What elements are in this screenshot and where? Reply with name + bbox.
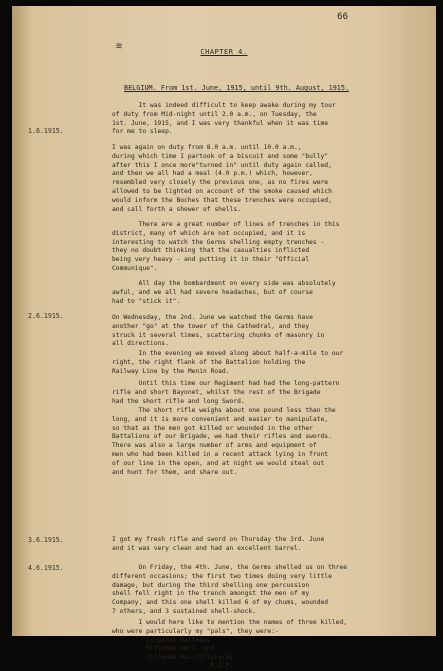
text-line: Rifleman Kerl, and bbox=[112, 645, 215, 653]
text-line: Communique". bbox=[112, 264, 158, 272]
text-line: shell fell right in the trench amongst the men of my bbox=[112, 590, 310, 598]
paragraph bbox=[112, 662, 233, 671]
text-line: damage, but during the third shelling one percussion bbox=[112, 581, 310, 589]
section-heading: BELGIUM. From 1st. June, 1915, until 9th. August, 1915. bbox=[124, 84, 350, 92]
margin-date: 3.6.1915. bbox=[28, 536, 64, 544]
text-line: after this I once more"turned in" until duty again called, bbox=[112, 161, 332, 169]
paragraph bbox=[112, 564, 347, 617]
text-line: had to "stick it". bbox=[112, 297, 181, 305]
paragraph bbox=[112, 536, 324, 554]
body-text bbox=[112, 102, 418, 669]
text-line: I would here like to mention the names of three killed, bbox=[112, 619, 348, 626]
text-line: Battalions of our Brigade, we had their rifles and swords. bbox=[112, 433, 332, 441]
text-line: struck it several times, scattering chunks of masonry in bbox=[112, 331, 325, 339]
text-line: would inform the Boches that these trenches were occupied, bbox=[112, 196, 332, 204]
paragraph bbox=[112, 144, 332, 214]
margin-date: 1.6.1915. bbox=[28, 127, 64, 135]
text-line: men who had been killed in a recent attack lying in front bbox=[112, 450, 329, 458]
text-line: and it was very clean and had an excellent barrel. bbox=[112, 544, 302, 552]
text-line: long, and it is more convenient and easier to manipulate, bbox=[112, 415, 329, 423]
text-line: and call forth a shower of shells. bbox=[112, 205, 241, 213]
page-number: 66 bbox=[337, 12, 348, 22]
text-line: 7 others, and 3 sustained shell-shock. bbox=[112, 607, 257, 615]
text-line: The short rifle weighs about one pound less than the bbox=[112, 407, 336, 414]
text-line: district, many of which are not occupied, and it is bbox=[112, 229, 306, 237]
text-line: being very heavy - and putting it in their "Official bbox=[112, 256, 310, 264]
text-line: On Wednesday, the 2nd. June we watched the Germs have bbox=[112, 314, 313, 321]
paragraph bbox=[112, 350, 343, 376]
paragraph bbox=[112, 380, 339, 406]
text-line: they no doubt thinking that the casualties inflicted bbox=[112, 247, 310, 255]
text-line: awful, and we all had severe headaches, but of course bbox=[112, 288, 313, 296]
text-line: of our line in the open, and at night we would steal out bbox=[112, 459, 325, 467]
text-line: R.I.P. bbox=[112, 662, 234, 669]
text-line: 1st. June, 1915, and I was very thankful when it was time bbox=[112, 119, 329, 127]
text-line: who were particularly my "pals", they were:- bbox=[112, 627, 279, 635]
text-line: right, the right flank of the Battalion holding the bbox=[112, 358, 306, 366]
text-line: All day the bombardment on every side was absolutely bbox=[112, 280, 336, 287]
text-line: and then we all had a meal (4.0 p.m.) which, however, bbox=[112, 170, 313, 178]
text-line: Railway Line by the Menin Road. bbox=[112, 367, 230, 375]
margin-date: 2.6.1915. bbox=[28, 312, 64, 320]
text-line: of duty from Mid-night until 2.0 a.m., on Tuesday, the bbox=[112, 110, 317, 118]
text-line: I was again on duty from 8.0 a.m. until 10.0 a.m., bbox=[112, 144, 302, 151]
text-line: There are a great number of lines of trenches in this bbox=[112, 221, 340, 228]
text-line: and hunt for them, and share out. bbox=[112, 468, 238, 476]
text-line: It was indeed difficult to keep awake during my tour bbox=[112, 102, 336, 109]
text-line: interesting to watch the Germs shelling empty trenches - bbox=[112, 238, 325, 246]
text-line: Company, and this one shell killed 6 of my chums, wounded bbox=[112, 599, 329, 607]
text-line: I got my fresh rifle and sword on Thursday the 3rd. June bbox=[112, 536, 325, 543]
text-line: In the evening we moved along about half-a-mile to our bbox=[112, 350, 344, 357]
paragraph bbox=[112, 102, 336, 137]
paragraph bbox=[112, 407, 336, 477]
text-line: Rifleman Mac.Gillervray. bbox=[112, 654, 238, 662]
paragraph bbox=[112, 280, 336, 306]
text-line: had the short rifle and long Sword. bbox=[112, 397, 245, 405]
chapter-title: CHAPTER 4. bbox=[200, 48, 248, 56]
paragraph bbox=[112, 314, 324, 349]
text-line: resembled very closely the previous one, as no fires were bbox=[112, 179, 329, 187]
paragraph bbox=[112, 221, 339, 274]
document-page bbox=[12, 6, 436, 669]
text-line: rifle and short Bayonet, whilst the rest of the Brigade bbox=[112, 388, 321, 396]
text-line: all directions. bbox=[112, 340, 169, 348]
text-line: allowed to be lighted on account of the smoke caused which bbox=[112, 187, 332, 195]
text-line: another "go" at the tower of the Cathedral, and they bbox=[112, 322, 310, 330]
text-line: so that as the men got killed or wounded in the other bbox=[112, 424, 313, 432]
margin-date: 4.6.1915. bbox=[28, 564, 64, 572]
paragraph bbox=[112, 619, 347, 663]
text-line: Until this time our Regiment had had the long-pattern bbox=[112, 380, 340, 387]
text-line: Corporal Matthews, bbox=[112, 636, 215, 644]
pencil-scribble: ≋ bbox=[116, 41, 123, 52]
text-line: On Friday, the 4th. June, the Germs shelled us on three bbox=[112, 564, 348, 571]
text-line: for me to sleep. bbox=[112, 128, 173, 136]
text-line: different occasions; the first two times doing very little bbox=[112, 572, 332, 580]
text-line: during which time I partook of a biscuit and some "bully" bbox=[112, 152, 329, 160]
text-line: There was also a large number of arms and equipment of bbox=[112, 442, 317, 450]
